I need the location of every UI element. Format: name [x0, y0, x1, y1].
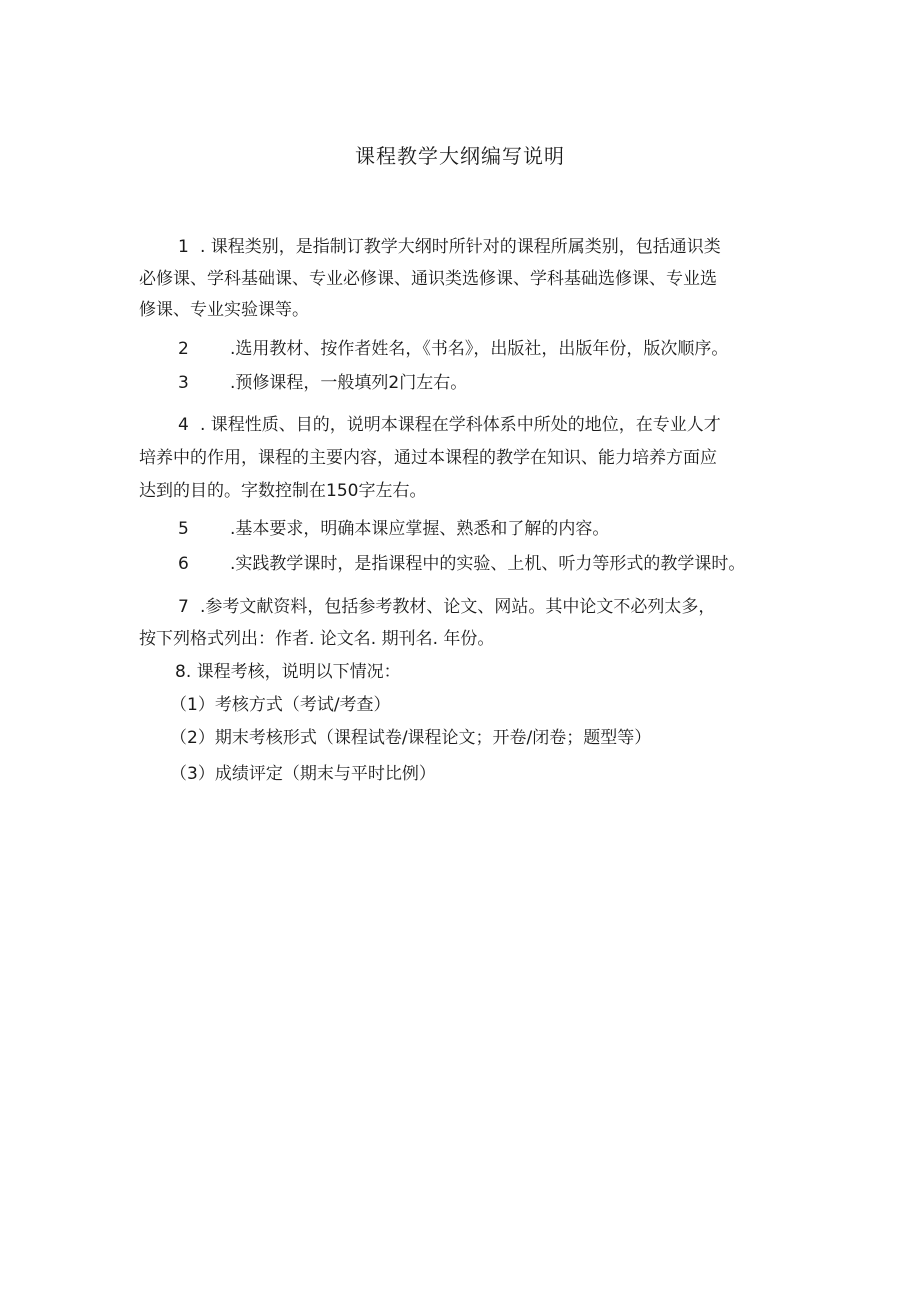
sub-item-2: （2）期末考核形式（课程试卷/课程论文；开卷/闭卷；题型等）	[170, 728, 652, 748]
sub-item-1: （1）考核方式（考试/考查）	[170, 695, 391, 715]
item-1-line-1: 1 . 课程类别，是指制订教学大纲时所针对的课程所属类别，包括通识类	[178, 237, 721, 257]
item-4-line-2: 培养中的作用，课程的主要内容，通过本课程的教学在知识、能力培养方面应	[139, 448, 717, 468]
item-6-number: 6	[178, 554, 189, 574]
item-8-number: 8.	[175, 662, 192, 682]
item-5-number: 5	[178, 519, 189, 539]
item-7-line-1: 7 .参考文献资料，包括参考教材、论文、网站。其中论文不必列太多，	[178, 597, 716, 617]
item-6: 6 .实践教学课时，是指课程中的实验、上机、听力等形式的教学课时。	[178, 554, 746, 574]
item-1-number: 1	[178, 237, 189, 257]
item-4-line-1: 4 . 课程性质、目的，说明本课程在学科体系中所处的地位，在专业人才	[178, 415, 721, 435]
item-7-line-2: 按下列格式列出：作者. 论文名. 期刊名. 年份。	[139, 629, 495, 649]
item-1-line-3: 修课、专业实验课等。	[139, 300, 309, 320]
item-1-line-2: 必修课、学科基础课、专业必修课、通识类选修课、学科基础选修课、专业选	[139, 269, 717, 289]
item-3: 3 .预修课程，一般填列2门左右。	[178, 373, 468, 393]
page-title: 课程教学大纲编写说明	[355, 144, 565, 168]
item-4-line-3: 达到的目的。字数控制在150字左右。	[139, 481, 427, 501]
item-5: 5 .基本要求，明确本课应掌握、熟悉和了解的内容。	[178, 519, 610, 539]
item-2-number: 2	[178, 339, 189, 359]
item-2: 2 .选用教材、按作者姓名，《书名》，出版社，出版年份，版次顺序。	[178, 339, 729, 359]
item-4-number: 4	[178, 415, 189, 435]
item-3-number: 3	[178, 373, 189, 393]
sub-item-3: （3）成绩评定（期末与平时比例）	[170, 764, 436, 784]
item-7-number: 7	[178, 597, 189, 617]
item-8: 8. 课程考核，说明以下情况：	[175, 662, 401, 682]
